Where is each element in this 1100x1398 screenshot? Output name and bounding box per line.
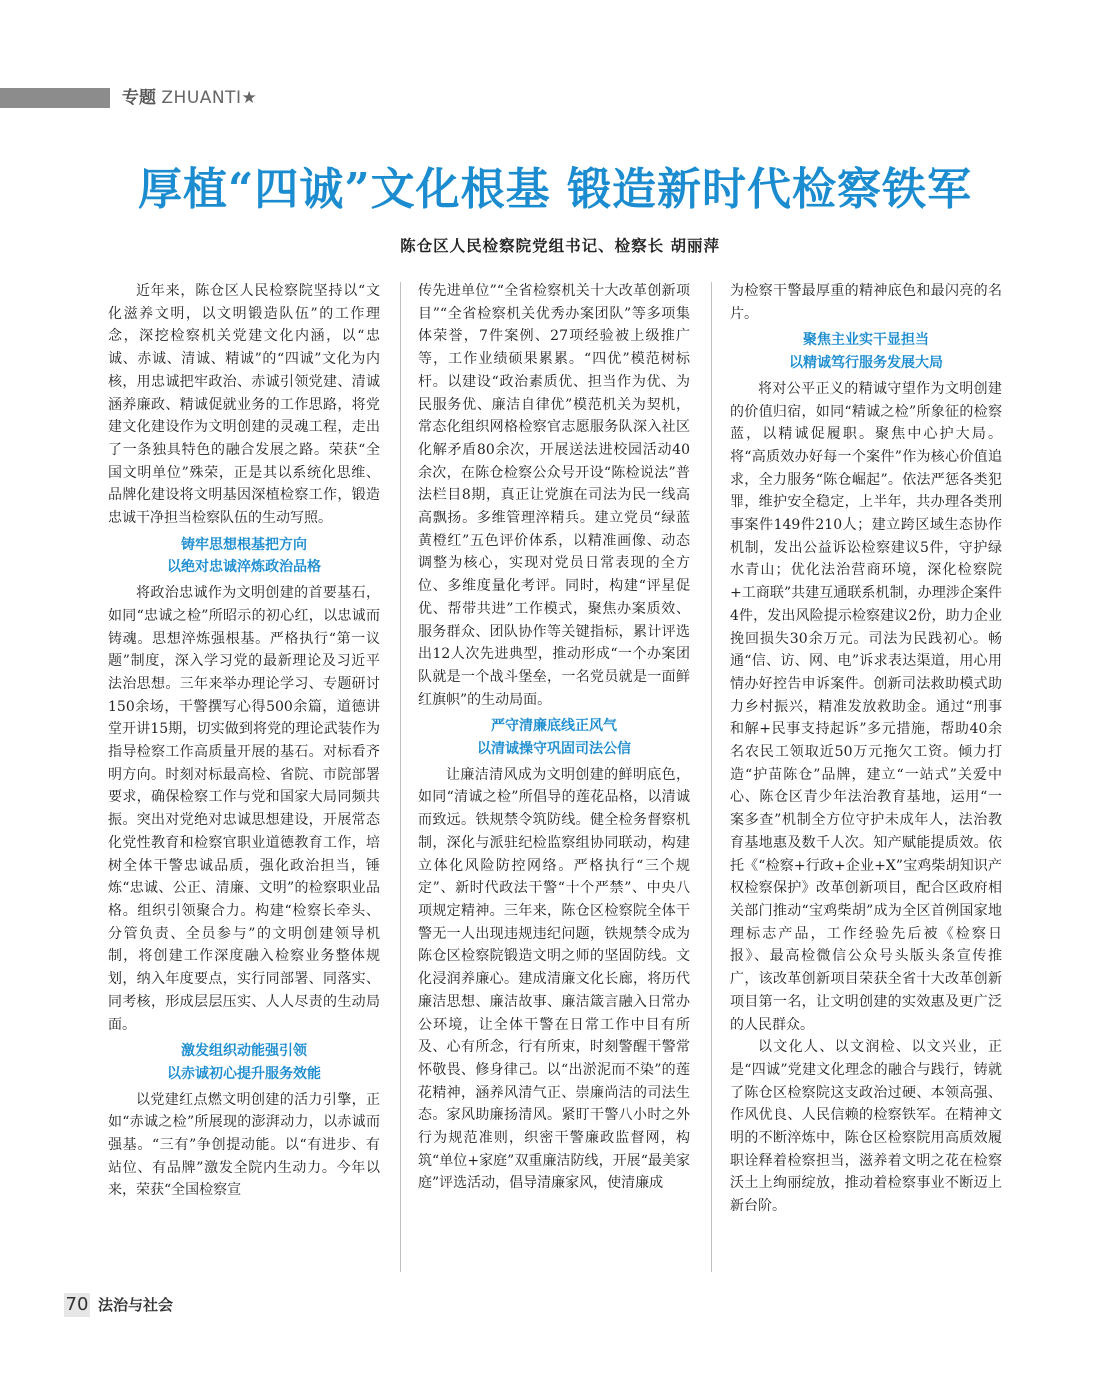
column-divider [711, 282, 712, 1272]
section-heading-line: 激发组织动能强引领 [181, 1043, 307, 1060]
text-column-2 [418, 280, 690, 1280]
body-paragraph: 传先进单位”“全省检察机关十大改革创新项目”“全省检察机关优秀办案团队”等多项集体荣誉，7件案例、27项经验被上级推广等，工作业绩硕果累累。“四优”模范树标杆。以建设“政治素质优、担当作为优、为民服务优、廉洁自律优”模范机关为契机，常态化组织网格检察官志愿服务队深入社区化解矛盾80余次，开展送法进校园活动40余次，在陈仓检察公众号开设“陈检说法”普法栏目8期，真正让党旗在司法为民一线高高飘扬。多维管理淬精兵。建立党员“绿蓝黄橙红”五色评价体系，以精准画像、动态调整为核心，实现对党员日常表现的全方位、多维度量化考评。同时，构建“评星促优、帮带共进”工作模式，聚焦办案质效、服务群众、团队协作等关键指标，累计评选出12人次先进典型，推动形成“一个办案团队就是一个战斗堡垒，一名党员就是一面鲜红旗帜”的生动局面。 [418, 283, 690, 708]
star-icon: ★ [241, 88, 257, 108]
section-name-cn: 专题 [122, 88, 156, 108]
body-paragraph: 以文化人、以文润检、以文兴业，正是“四诚”党建文化理念的融合与践行，铸就了陈仓区检察院这支政治过硬、本领高强、作风优良、人民信赖的检察铁军。在精神文明的不断淬炼中，陈仓区检察院用高质效履职诠释着检察担当，滋养着文明之花在检察沃土上绚丽绽放，推动着检察事业不断迈上新台阶。 [730, 1039, 1002, 1215]
section-name-en: ZHUANTI [161, 88, 242, 108]
magazine-name: 法治与社会 [98, 1296, 174, 1314]
section-heading [418, 715, 690, 760]
body-paragraph: 让廉洁清风成为文明创建的鲜明底色，如同“清诚之检”所倡导的莲花品格，以清诚而致远。铁规禁令筑防线。健全检务督察机制，深化与派驻纪检监察组协同联动，构建立体化风险防控网络。严格执行“三个规定”、新时代政法干警“十个严禁”、中央八项规定精神。三年来，陈仓区检察院全体干警无一人出现违规违纪问题，铁规禁令成为陈仓区检察院锻造文明之师的坚固防线。文化浸润养廉心。建成清廉文化长廊，将历代廉洁思想、廉洁故事、廉洁箴言融入日常办公环境，让全体干警在日常工作中目有所及、心有所念，行有所束，时刻警醒干警常怀敬畏、修身律己。以“出淤泥而不染”的莲花精神，涵养风清气正、崇廉尚洁的司法生态。家风助廉扬清风。紧盯干警八小时之外行为规范准则，织密干警廉政监督网，构筑“单位+家庭”双重廉洁防线，开展“最美家庭”评选活动，倡导清廉家风，使清廉成 [418, 766, 690, 1192]
section-heading [108, 534, 380, 579]
section-heading-line: 严守清廉底线正风气 [491, 718, 617, 735]
body-paragraph: 将政治忠诚作为文明创建的首要基石，如同“忠诚之检”所昭示的初心红，以忠诚而铸魂。思想淬炼强根基。严格执行“第一议题”制度，深入学习党的最新理论及习近平法治思想。三年来举办理论学习、专题研讨150余场，干警撰写心得500余篇，道德讲堂开讲15期，切实做到将党的理论武装作为指导检察工作高质量开展的基石。对标看齐明方向。时刻对标最高检、省院、市院部署要求，确保检察工作与党和国家大局同频共振。突出对党绝对忠诚思想建设，开展常态化党性教育和检察官职业道德教育工作，培树全体干警忠诚品质，强化政治担当，锤炼“忠诚、公正、清廉、文明”的检察职业品格。组织引领聚合力。构建“检察长牵头、分管负责、全员参与”的文明创建领导机制，将创建工作深度融入检察业务整体规划，纳入年度要点，实行同部署、同落实、同考核，形成层层压实、人人尽责的生动局面。 [108, 585, 380, 1033]
article-author: 陈仓区人民检察院党组书记、检察长 胡丽萍 [400, 236, 720, 255]
column-divider [400, 282, 401, 1272]
section-heading [730, 329, 1002, 374]
section-heading-line: 以赤诚初心提升服务效能 [167, 1065, 321, 1082]
section-label [122, 86, 257, 110]
text-column-1 [108, 280, 380, 1280]
body-paragraph: 为检察干警最厚重的精神底色和最闪亮的名片。 [730, 283, 1002, 322]
section-heading-line: 以精诚笃行服务发展大局 [789, 355, 943, 372]
body-paragraph: 近年来，陈仓区人民检察院坚持以“文化滋养文明，以文明锻造队伍”的工作理念，深挖检察机关党建文化内涵，以“忠诚、赤诚、清诚、精诚”的“四诚”文化为内核，用忠诚把牢政治、赤诚引领党建、清诚涵养廉政、精诚促就业务的工作思路，将党建文化建设作为文明创建的灵魂工程，走出了一条独具特色的融合发展之路。荣获“全国文明单位”殊荣，正是其以系统化思维、品牌化建设将文明基因深植检察工作，锻造忠诚干净担当检察队伍的生动写照。 [108, 283, 380, 527]
article-title: 厚植“四诚”文化根基 锻造新时代检察铁军 [138, 164, 972, 215]
body-paragraph: 将对公平正义的精诚守望作为文明创建的价值归宿，如同“精诚之检”所象征的检察蓝，以精诚促履职。聚焦中心护大局。将“高质效办好每一个案件”作为核心价值追求，全力服务“陈仓崛起”。依法严惩各类犯罪，维护安全稳定，上半年，共办理各类刑事案件149件210人；建立跨区域生态协作机制，发出公益诉讼检察建议5件，守护绿水青山；优化法治营商环境，深化检察院+工商联”共建互通联系机制，办理涉企案件4件，发出风险提示检察建议2份，助力企业挽回损失30余万元。司法为民践初心。畅通“信、访、网、电”诉求表达渠道，用心用情办好控告申诉案件。创新司法救助模式助力乡村振兴，精准发放救助金。通过“刑事和解+民事支持起诉”多元措施，帮助40余名农民工领取近50万元拖欠工资。倾力打造“护苗陈仓”品牌，建立“一站式”关爱中心、陈仓区青少年法治教育基地，运用“一案多查”机制全方位守护未成年人，法治教育基地惠及数千人次。知产赋能提质效。依托《“检察+行政+企业+X”宝鸡柴胡知识产权检察保护》改革创新项目，配合区政府相关部门推动“宝鸡柴胡”成为全区首例国家地理标志产品，工作经验先后被《检察日报》、最高检微信公众号头版头条宣传推广，该改革创新项目荣获全省十大改革创新项目第一名，让文明创建的实效惠及更广泛的人民群众。 [730, 380, 1002, 1033]
text-column-3 [730, 280, 1002, 1280]
header-gray-bar [0, 88, 110, 108]
body-paragraph: 以党建红点燃文明创建的活力引擎，正如“赤诚之检”所展现的澎湃动力，以赤诚而强基。“三有”争创提动能。以“有进步、有站位、有品牌”激发全院内生动力。今年以来，荣获“全国检察宣 [108, 1091, 380, 1199]
section-heading-line: 以绝对忠诚淬炼政治品格 [167, 559, 321, 576]
section-heading-line: 以清诚操守巩固司法公信 [477, 741, 631, 758]
page-number: 70 [65, 1294, 89, 1315]
section-heading-line: 铸牢思想根基把方向 [181, 536, 307, 553]
section-heading [108, 1040, 380, 1085]
section-heading-line: 聚焦主业实干显担当 [803, 332, 929, 349]
